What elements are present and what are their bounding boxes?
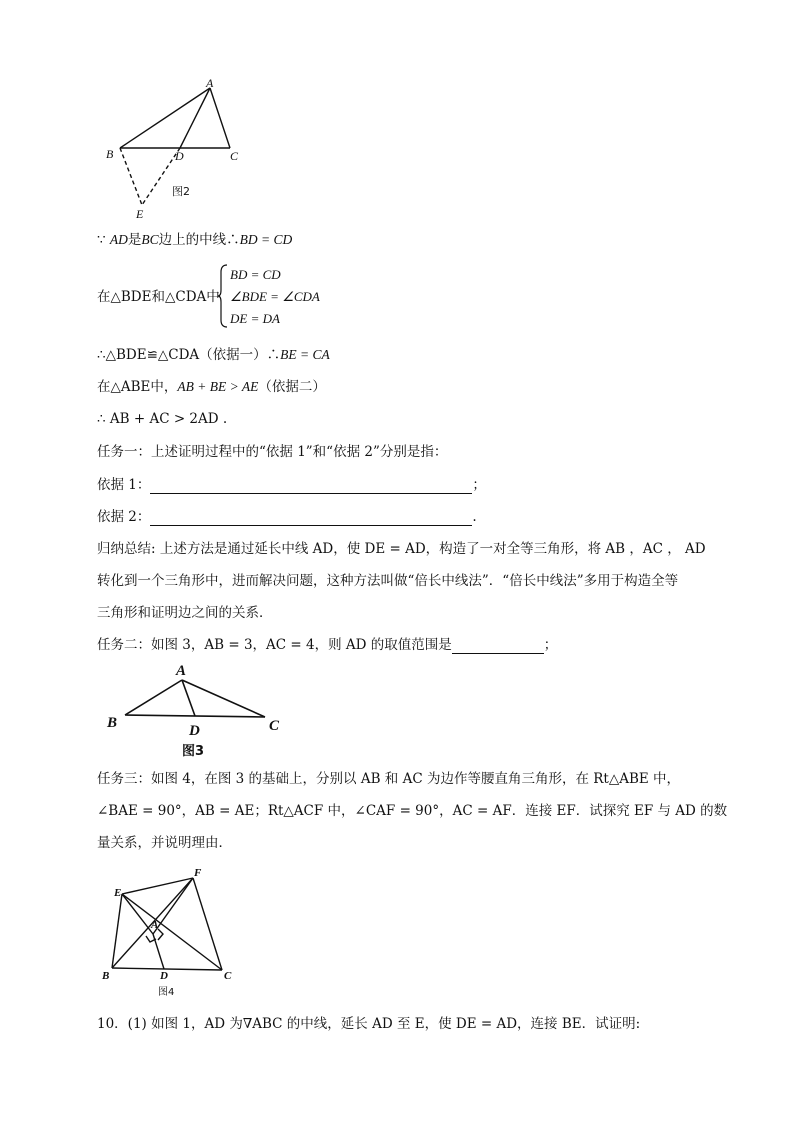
side-ac	[210, 88, 230, 148]
right-angle-mark-2	[158, 929, 163, 940]
figure-4	[100, 862, 250, 1002]
label-b: B	[107, 715, 118, 731]
task2-row: 任务二：如图 3，AB = 3，AC = 4，则 AD 的取值范围是 ；	[97, 637, 558, 653]
summary-line-2: 转化到一个三角形中，进而解决问题，这种方法叫做“倍长中线法”．“倍长中线法”多用于构造全等	[97, 573, 679, 589]
task3-line-1: 任务三：如图 4，在图 3 的基础上，分别以 AB 和 AC 为边作等腰直角三角形，在 Rt△ABE 中，	[97, 771, 681, 787]
figure-caption: 图2	[172, 185, 190, 198]
figure-2	[100, 78, 260, 223]
segment-ef	[122, 878, 193, 894]
task1-heading: 任务一：上述证明过程中的“依据 1”和“依据 2”分别是指：	[97, 444, 448, 460]
label-a: A	[206, 78, 214, 90]
label-c: C	[269, 718, 280, 734]
figure-caption: 图4	[158, 987, 175, 998]
label-f: F	[194, 867, 202, 879]
equation-system: BD = CD ∠BDE = ∠CDA DE = DA	[230, 267, 320, 326]
label-e: E	[114, 887, 122, 899]
basis-1-blank[interactable]	[150, 479, 472, 494]
side-ac	[182, 680, 265, 717]
ad-range-blank[interactable]	[452, 639, 544, 654]
proof-line-5: ∴ AB + AC > 2AD .	[97, 411, 228, 427]
side-ab	[125, 680, 182, 715]
question-10: 10．(1) 如图 1，AD 为∇ABC 的中线，延长 AD 至 E，使 DE = AD，连接 BE．试证明:	[97, 1016, 641, 1032]
task3-line-3: 量关系，并说明理由．	[97, 835, 232, 851]
proof-line-1: ∵ AD是BC边上的中线∴BD = CD	[97, 232, 293, 248]
basis-2-row: 依据 2： .	[97, 509, 477, 525]
summary-line-3: 三角形和证明边之间的关系．	[97, 605, 273, 621]
label-d: D	[175, 149, 184, 163]
segment-be	[120, 148, 142, 205]
side-af	[153, 878, 193, 934]
task3-line-2: ∠BAE = 90°，AB = AE；Rt△ACF 中，∠CAF = 90°，AC = AF．连接 EF．试探究 EF 与 AD 的数	[97, 803, 728, 819]
segment-fc	[193, 878, 222, 970]
basis-2-blank[interactable]	[150, 511, 472, 526]
label-e: E	[136, 207, 144, 221]
label-b: B	[106, 147, 114, 161]
label-a: A	[176, 663, 187, 679]
label-d: D	[189, 723, 200, 739]
median-ad	[180, 88, 210, 148]
segment-eb	[112, 894, 122, 968]
proof-line-2-prefix: 在△BDE和△CDA中	[97, 289, 220, 305]
proof-line-4: 在△ABE中，AB + BE > AE（依据二）	[97, 379, 326, 395]
label-c: C	[230, 149, 239, 163]
label-d: D	[160, 970, 168, 982]
side-ba	[120, 88, 210, 148]
segment-ec	[122, 894, 222, 970]
label-b: B	[102, 970, 110, 982]
figure-caption: 图3	[182, 744, 205, 759]
summary-line-1: 归纳总结: 上述方法是通过延长中线 AD，使 DE = AD，构造了一对全等三角形，将 AB ，AC ， AD	[97, 541, 706, 557]
label-c: C	[224, 970, 232, 982]
figure-3	[100, 660, 300, 760]
brace-icon	[218, 264, 228, 328]
basis-1-row: 依据 1： ；	[97, 477, 486, 493]
label-a: A	[151, 919, 159, 931]
proof-line-3: ∴△BDE≌△CDA（依据一）∴BE = CA	[97, 347, 330, 363]
